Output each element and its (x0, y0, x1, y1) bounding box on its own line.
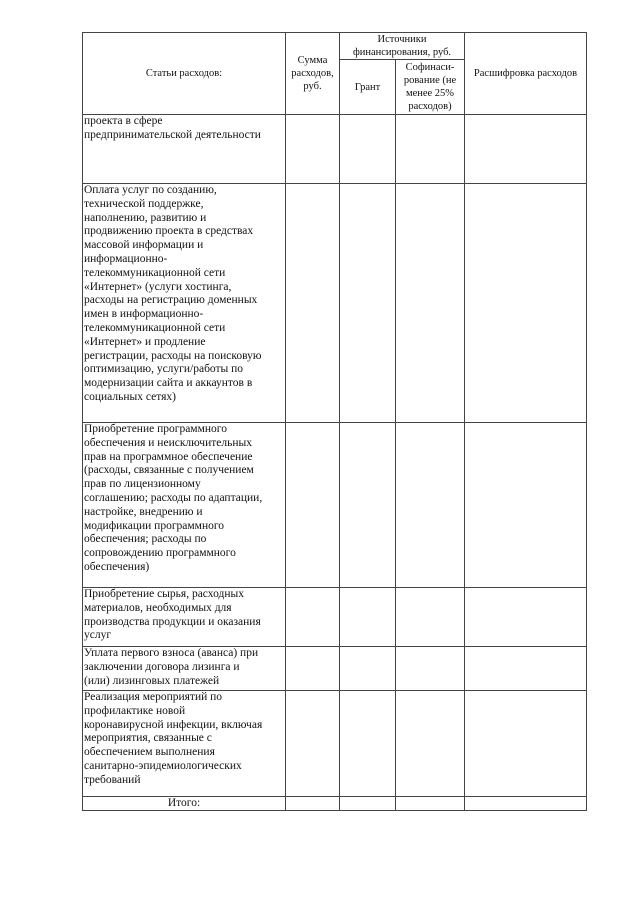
header-grant: Грант (340, 60, 396, 115)
table-row (83, 184, 587, 423)
total-grant-cell[interactable] (340, 797, 396, 811)
cofinancing-cell[interactable] (396, 691, 465, 797)
amount-cell[interactable] (286, 691, 340, 797)
expense-item-cell (83, 115, 286, 184)
expense-item-cell (83, 588, 286, 647)
cofinancing-cell[interactable] (396, 115, 465, 184)
table-row (83, 115, 587, 184)
amount-cell[interactable] (286, 588, 340, 647)
header-sources: Источники финансирования, руб. (340, 33, 465, 60)
breakdown-cell[interactable] (465, 647, 587, 691)
amount-cell[interactable] (286, 184, 340, 423)
breakdown-cell[interactable] (465, 588, 587, 647)
expense-item-text: проекта в сфере предпринимательской деятельности (84, 115, 261, 141)
header-breakdown: Расшифровка расходов (465, 33, 587, 115)
total-label: Итого: (83, 797, 286, 811)
expense-item-text: Приобретение сырья, расходных материалов, необходимых для производства продукции и оказания услуг (84, 588, 261, 642)
breakdown-cell[interactable] (465, 184, 587, 423)
cofinancing-cell[interactable] (396, 588, 465, 647)
expense-item-cell (83, 184, 286, 423)
expense-table (82, 32, 587, 811)
header-expense-items: Статьи расходов: (83, 33, 286, 115)
header-row-1 (83, 33, 587, 60)
grant-cell[interactable] (340, 423, 396, 588)
amount-cell[interactable] (286, 115, 340, 184)
breakdown-cell[interactable] (465, 691, 587, 797)
amount-cell[interactable] (286, 423, 340, 588)
total-breakdown-cell[interactable] (465, 797, 587, 811)
expense-item-text: Реализация мероприятий по профилактике новой коронавирусной инфекции, включая мероприятия, связанные с обеспечением выполнения санитарно-эпидемиологических требований (84, 691, 263, 786)
table-row (83, 423, 587, 588)
expense-item-text: Уплата первого взноса (аванса) при заключении договора лизинга и (или) лизинговых платежей (84, 647, 259, 687)
grant-cell[interactable] (340, 184, 396, 423)
grant-cell[interactable] (340, 588, 396, 647)
total-amount-cell[interactable] (286, 797, 340, 811)
cofinancing-cell[interactable] (396, 423, 465, 588)
header-amount-text: Сумма расходов, руб. (291, 55, 334, 92)
total-row (83, 797, 587, 811)
expense-item-cell (83, 647, 286, 691)
amount-cell[interactable] (286, 647, 340, 691)
cofinancing-cell[interactable] (396, 184, 465, 423)
table-row (83, 647, 587, 691)
table-row (83, 588, 587, 647)
breakdown-cell[interactable] (465, 115, 587, 184)
expense-item-text: Приобретение программного обеспечения и неисключительных прав на программное обеспечение (расходы, связанные с получением прав по лицензионному соглашению; расходы по адаптации, настройке, внедрению и модификации программного обеспечения; расходы по сопровождению программного обеспечения) (84, 423, 263, 573)
cofinancing-cell[interactable] (396, 647, 465, 691)
grant-cell[interactable] (340, 691, 396, 797)
header-cofinancing: Софинаси- рование (не менее 25% расходов) (396, 60, 465, 115)
expense-item-cell (83, 691, 286, 797)
grant-cell[interactable] (340, 115, 396, 184)
table-row (83, 691, 587, 797)
header-amount (286, 33, 340, 115)
total-cofinancing-cell[interactable] (396, 797, 465, 811)
grant-cell[interactable] (340, 647, 396, 691)
expense-item-text: Оплата услуг по созданию, технической поддержке, наполнению, развитию и продвижению проекта в средствах массовой информации и информационно- телекоммуникационной сети «Интернет» (услуги хостинга, расходы на регистрацию доменных имен в информационно- телекоммуникационной сети «Интернет» и продление регистрации, расходы на поисковую оптимизацию, услуги/работы по модернизации сайта и аккаунтов в социальных сетях) (84, 184, 262, 403)
breakdown-cell[interactable] (465, 423, 587, 588)
expense-item-cell (83, 423, 286, 588)
